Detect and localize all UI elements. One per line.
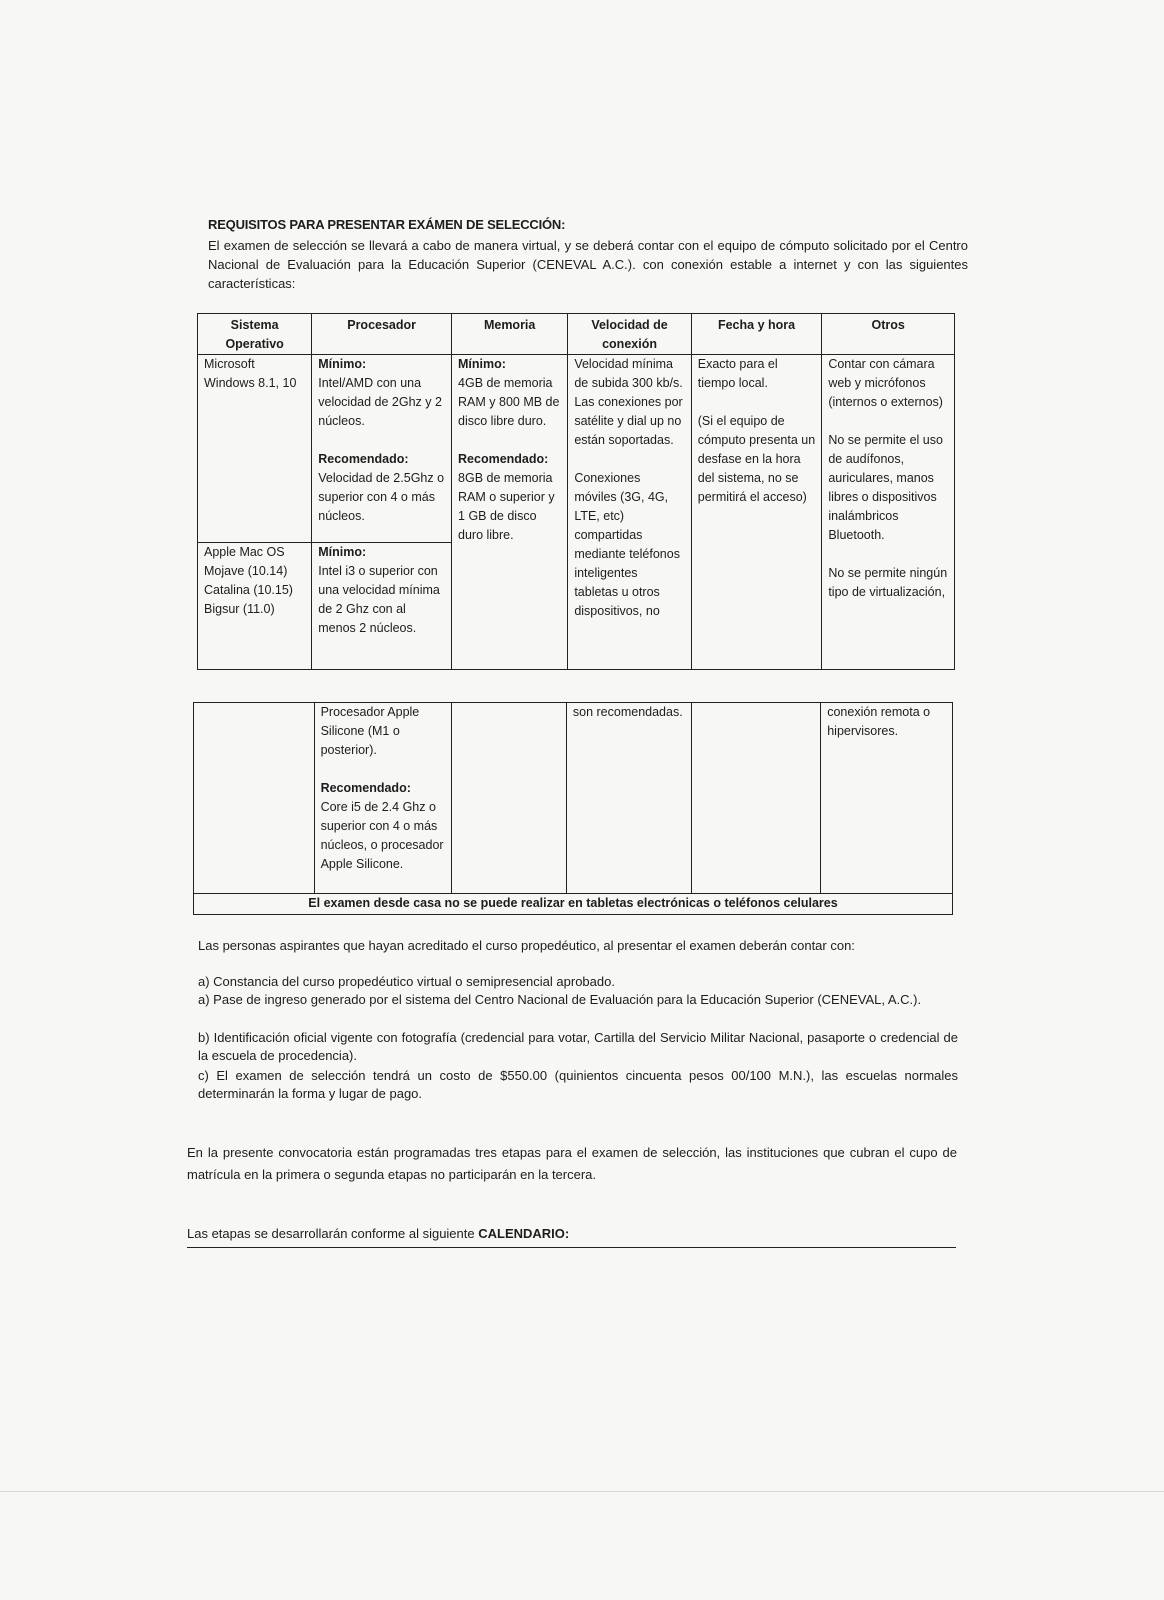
min-label: Mínimo: xyxy=(318,545,367,559)
processor-windows-cell xyxy=(312,355,452,543)
list-item: a) Constancia del curso propedéutico virtual o semipresencial aprobado. xyxy=(198,974,615,989)
table-row xyxy=(194,703,953,894)
processor-mac-recommended: Core i5 de 2.4 Ghz o superior con 4 o más núcleos, o procesador Apple Silicone. xyxy=(320,800,444,871)
memory-empty-cell xyxy=(452,703,567,894)
requirements-table-continued xyxy=(193,702,953,915)
connection-speed-cont: son recomendadas. xyxy=(572,705,683,719)
others-cont-cell xyxy=(821,703,953,894)
os-windows-cell xyxy=(198,355,312,543)
os-mac: Apple Mac OS Mojave (10.14) Catalina (10.15) Bigsur (11.0) xyxy=(204,545,293,616)
calendar-prefix: Las etapas se desarrollarán conforme al siguiente xyxy=(187,1226,479,1241)
connection-speed-min: Velocidad mínima de subida 300 kb/s. Las conexiones por satélite y dial up no están soportadas. xyxy=(574,357,683,447)
memory-cell xyxy=(452,355,568,670)
stages-paragraph: En la presente convocatoria están programadas tres etapas para el examen de selección, las instituciones que cubran el cupo de matrícula en la primera o segunda etapas no participarán en la tercera. xyxy=(187,1145,957,1182)
column-header: Memoria xyxy=(452,314,568,355)
list-item: a) Pase de ingreso generado por el sistema del Centro Nacional de Evaluación para la Educación Superior (CENEVAL, A.C.). xyxy=(198,992,922,1007)
table-header-row xyxy=(198,314,955,355)
memory-min: 4GB de memoria RAM y 800 MB de disco libre duro. xyxy=(458,376,560,428)
column-header: Otros xyxy=(822,314,955,355)
recommended-label: Recomendado: xyxy=(320,781,411,795)
os-mac-cell xyxy=(198,543,312,670)
column-header: Sistema Operativo xyxy=(198,314,312,355)
processor-windows-recommended: Velocidad de 2.5Ghz o superior con 4 o más núcleos. xyxy=(318,471,445,523)
others-camera: Contar con cámara web y micrófonos (internos o externos) xyxy=(828,357,943,409)
intro-paragraph: El examen de selección se llevará a cabo de manera virtual, y se deberá contar con el equipo de cómputo solicitado por el Centro Nacional de Evaluación para la Educación Superior (CENEVAL A.C.). con conexión estable a internet y con las siguientes características: xyxy=(208,238,968,291)
processor-apple-silicone: Procesador Apple Silicone (M1 o posterior). xyxy=(320,705,420,757)
list-item: c) El examen de selección tendrá un costo de $550.00 (quinientos cincuenta pesos 00/100 M.N.), las escuelas normales determinarán la forma y lugar de pago. xyxy=(198,1068,958,1101)
date-time-exact: Exacto para el tiempo local. xyxy=(697,357,778,390)
others-cell xyxy=(822,355,955,670)
min-label: Mínimo: xyxy=(318,357,367,371)
date-time-cell xyxy=(691,355,822,670)
processor-mac-cont-cell xyxy=(314,703,452,894)
column-header: Fecha y hora xyxy=(691,314,822,355)
scan-edge-line xyxy=(0,1491,1164,1492)
date-time-empty-cell xyxy=(691,703,821,894)
column-header: Velocidad de conexión xyxy=(568,314,691,355)
memory-recommended: 8GB de memoria RAM o superior y 1 GB de disco duro libre. xyxy=(458,471,555,542)
min-label: Mínimo: xyxy=(458,357,506,371)
connection-mobile: Conexiones móviles (3G, 4G, LTE, etc) compartidas mediante teléfonos inteligentes tabletas u otros dispositivos, no xyxy=(574,471,680,618)
table-footer: El examen desde casa no se puede realizar en tabletas electrónicas o teléfonos celulares xyxy=(194,894,953,915)
table-row xyxy=(198,355,955,543)
os-windows: Microsoft Windows 8.1, 10 xyxy=(204,357,297,390)
calendar-label: CALENDARIO: xyxy=(478,1226,570,1241)
recommended-label: Recomendado: xyxy=(318,452,409,466)
processor-windows-min: Intel/AMD con una velocidad de 2Ghz y 2 núcleos. xyxy=(318,376,442,428)
list-item: b) Identificación oficial vigente con fotografía (credencial para votar, Cartilla del Servicio Militar Nacional, pasaporte o credencial de la escuela de procedencia). xyxy=(198,1030,958,1063)
others-headphones: No se permite el uso de audífonos, auriculares, manos libres o dispositivos inalámbricos Bluetooth. xyxy=(828,433,943,542)
os-empty-cell xyxy=(194,703,315,894)
requirements-table xyxy=(197,313,955,670)
connection-speed-cont-cell xyxy=(566,703,691,894)
processor-mac-min: Intel i3 o superior con una velocidad mínima de 2 Ghz con al menos 2 núcleos. xyxy=(318,564,440,635)
processor-mac-cell xyxy=(312,543,452,670)
others-cont: conexión remota o hipervisores. xyxy=(827,705,931,738)
propedeutic-intro: Las personas aspirantes que hayan acreditado el curso propedéutico, al presentar el examen deberán contar con: xyxy=(198,938,855,953)
others-virtualization: No se permite ningún tipo de virtualización, xyxy=(828,566,948,599)
calendar-line xyxy=(187,1226,956,1248)
connection-speed-cell xyxy=(568,355,691,670)
date-time-note: (Si el equipo de cómputo presenta un desfase en la hora del sistema, no se permitirá el acceso) xyxy=(697,414,816,504)
recommended-label: Recomendado: xyxy=(458,452,549,466)
table-footer-row xyxy=(194,894,953,915)
section-heading: REQUISITOS PARA PRESENTAR EXÁMEN DE SELECCIÓN: xyxy=(208,217,566,232)
column-header: Procesador xyxy=(312,314,452,355)
